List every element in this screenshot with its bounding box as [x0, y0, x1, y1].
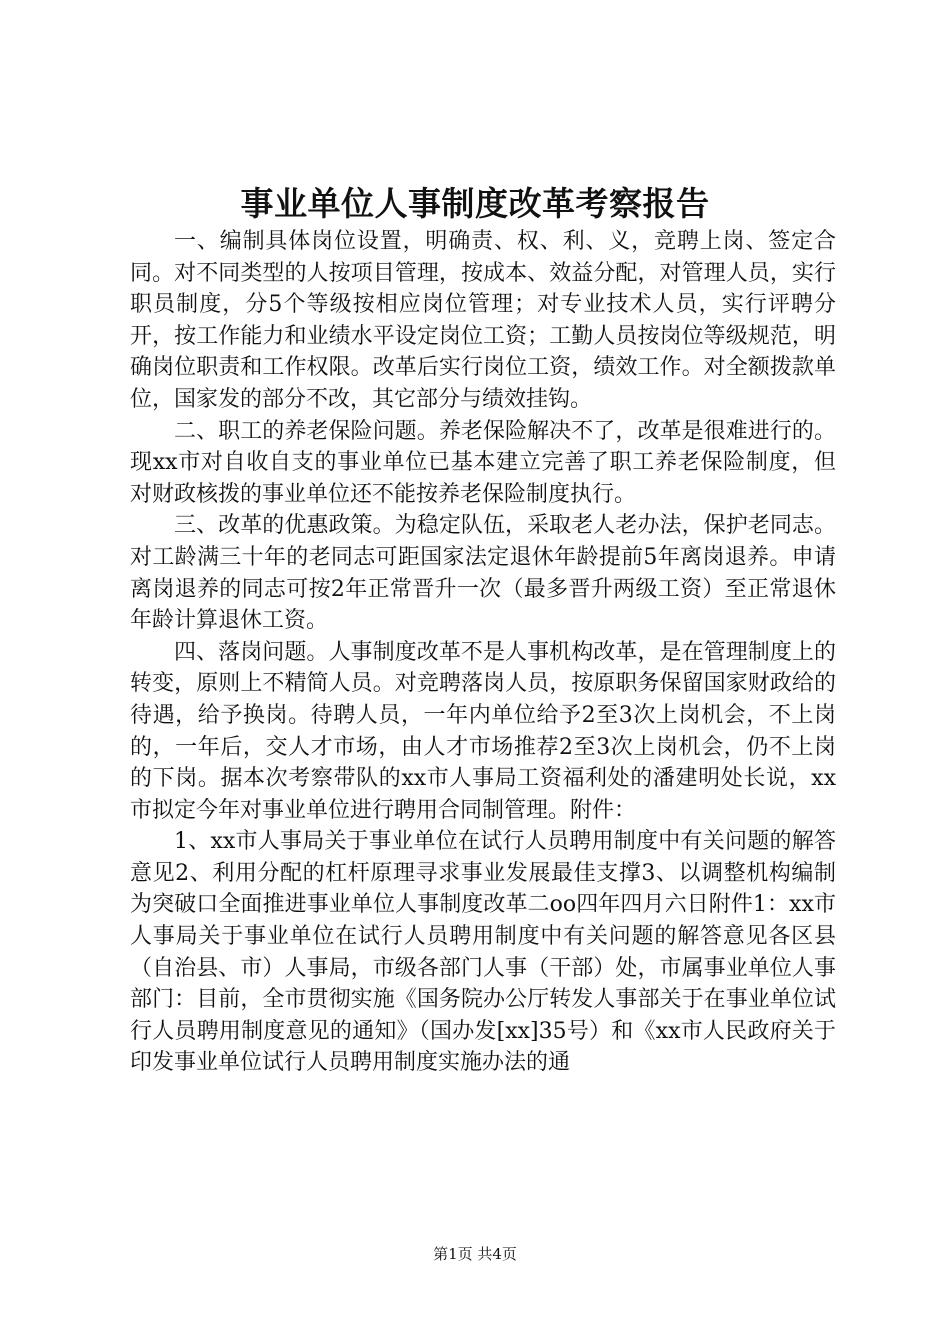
paragraph-4: 四、落岗问题。人事制度改革不是人事机构改革，是在管理制度上的转变，原则上不精简人员。对竞聘落岗人员，按原职务保留国家财政给的待遇，给予换岗。待聘人员，一年内单位给予2至3次上岗机会，不上岗的，一年后，交人才市场，由人才市场推荐2至3次上岗机会，仍不上岗的下岗。据本次考察带队的xx市人事局工资福利处的潘建明处长说，xx市拟定今年对事业单位进行聘用合同制管理。附件：: [130, 639, 836, 823]
paragraph-1: 一、编制具体岗位设置，明确责、权、利、义，竞聘上岗、签定合同。对不同类型的人按项目管理，按成本、效益分配，对管理人员，实行职员制度，分5个等级按相应岗位管理；对专业技术人员，实行评聘分开，按工作能力和业绩水平设定岗位工资；工勤人员按岗位等级规范，明确岗位职责和工作权限。改革后实行岗位工资，绩效工作。对全额拨款单位，国家发的部分不改，其它部分与绩效挂钩。: [130, 229, 836, 412]
document-title: 事业单位人事制度改革考察报告: [240, 184, 710, 223]
paragraph-2: 二、职工的养老保险问题。养老保险解决不了，改革是很难进行的。现xx市对自收自支的事业单位已基本建立完善了职工养老保险制度，但对财政核拨的事业单位还不能按养老保险制度执行。: [130, 418, 836, 507]
paragraph-3: 三、改革的优惠政策。为稳定队伍，采取老人老办法，保护老同志。对工龄满三十年的老同志可距国家法定退休年龄提前5年离岗退养。申请离岗退养的同志可按2年正常晋升一次（最多晋升两级工资）至正常退休年龄计算退休工资。: [130, 513, 836, 634]
document-body: [130, 226, 836, 1079]
page-number-footer: 第1页 共4页: [433, 1245, 517, 1263]
paragraph-5: 1、xx市人事局关于事业单位在试行人员聘用制度中有关问题的解答意见2、利用分配的杠杆原理寻求事业发展最佳支撑3、以调整机构编制为突破口全面推进事业单位人事制度改革二oo四年四月六日附件1：xx市人事局关于事业单位在试行人员聘用制度中有关问题的解答意见各区县（自治县、市）人事局，市级各部门人事（干部）处，市属事业单位人事部门：目前，全市贯彻实施《国务院办公厅转发人事部关于在事业单位试行人员聘用制度意见的通知》（国办发[xx]35号）和《xx市人民政府关于印发事业单位试行人员聘用制度实施办法的通: [130, 829, 836, 1076]
